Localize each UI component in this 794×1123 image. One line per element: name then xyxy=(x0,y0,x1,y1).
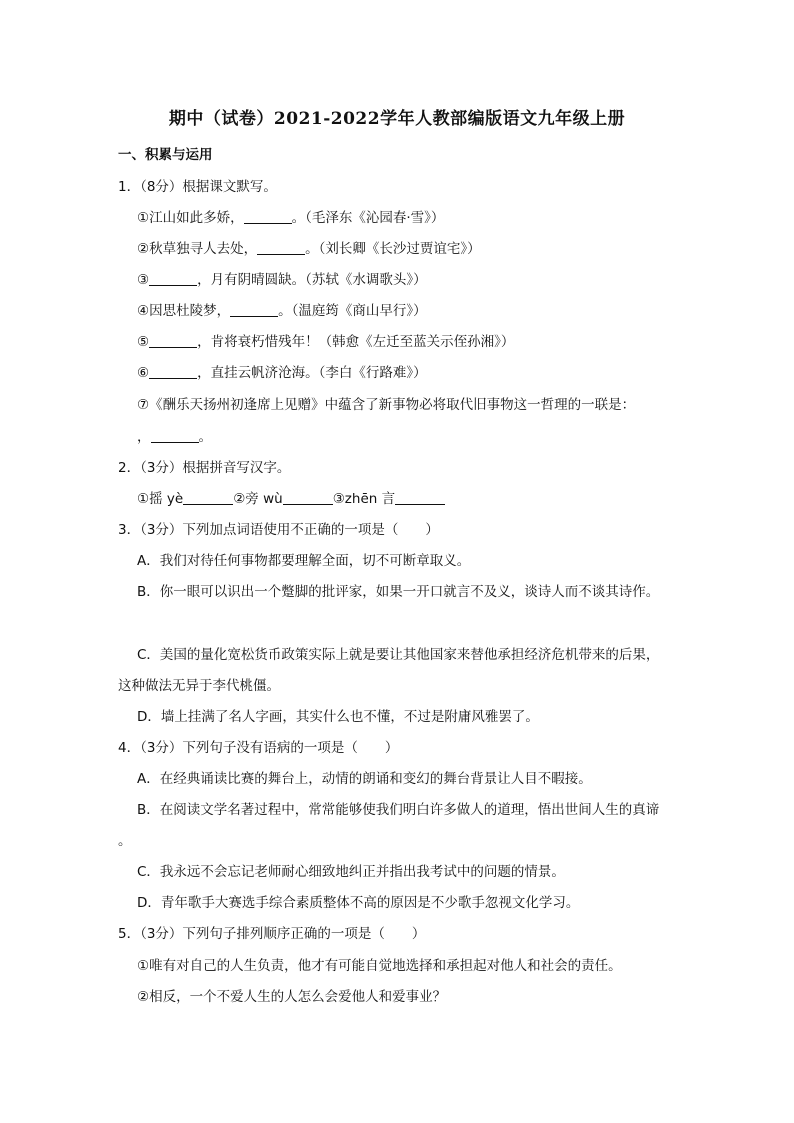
answer-blank[interactable] xyxy=(149,271,197,286)
q1-item-4-post: 。（温庭筠《商山早行》） xyxy=(278,303,427,319)
q1-item-6-post: ，直挂云帆济沧海。（李白《行路难》） xyxy=(197,365,427,381)
question-3-stem: 3．（3分）下列加点词语使用不正确的一项是（ ） xyxy=(118,522,439,538)
q3-option-c-continued: 这种做法无异于李代桃僵。 xyxy=(118,678,280,694)
answer-blank[interactable] xyxy=(257,240,305,255)
q3-option-a: A．我们对待任何事物都要理解全面，切不可断章取义。 xyxy=(137,553,471,569)
q4-option-b: B．在阅读文学名著过程中，常常能够使我们明白许多做人的道理，悟出世间人生的真谛 xyxy=(137,802,660,818)
answer-blank[interactable] xyxy=(183,490,233,505)
question-4-stem: 4．（3分）下列句子没有语病的一项是（ ） xyxy=(118,740,399,756)
section-heading: 一、积累与运用 xyxy=(118,147,213,163)
answer-blank[interactable] xyxy=(149,333,197,348)
q1-item-5-post: ，肯将衰朽惜残年！（韩愈《左迁至蓝关示侄孙湘》） xyxy=(197,334,515,350)
page-title: 期中（试卷）2021-2022学年人教部编版语文九年级上册 xyxy=(168,109,626,129)
q4-option-b-continued: 。 xyxy=(118,833,132,849)
q1-item-7: ⑦《酬乐天扬州初逢席上见赠》中蕴含了新事物必将取代旧事物这一哲理的一联是： xyxy=(137,397,636,413)
q5-sentence-2: ②相反，一个不爱人生的人怎么会爱他人和爱事业？ xyxy=(137,989,447,1005)
q4-option-a: A．在经典诵读比赛的舞台上，动情的朗诵和变幻的舞台背景让人目不暇接。 xyxy=(137,771,592,787)
q1-item-4-pre: ④因思杜陵梦， xyxy=(137,303,231,319)
q1-item-5-pre: ⑤ xyxy=(137,334,150,350)
q1-item-2-pre: ②秋草独寻人去处， xyxy=(137,241,258,257)
answer-blank[interactable] xyxy=(395,490,445,505)
q1-item-6-pre: ⑥ xyxy=(137,365,150,381)
q2-pinyin-2: ②旁 wù xyxy=(233,491,283,507)
q1-item-2-post: 。（刘长卿《长沙过贾谊宅》） xyxy=(305,241,481,257)
q1-item-7-cont-post: 。 xyxy=(198,429,212,445)
q2-pinyin-3: ③zhēn 言 xyxy=(332,491,396,507)
q3-option-d: D．墙上挂满了名人字画，其实什么也不懂，不过是附庸风雅罢了。 xyxy=(137,709,539,725)
q1-item-3-pre: ③ xyxy=(137,272,150,288)
question-2-stem: 2．（3分）根据拼音写汉字。 xyxy=(118,460,291,476)
q1-item-1-pre: ①江山如此多娇， xyxy=(137,210,244,226)
q3-option-b: B．你一眼可以识出一个蹩脚的批评家，如果一开口就言不及义，谈诗人而不谈其诗作。 xyxy=(137,584,660,600)
q1-item-7-continued xyxy=(137,427,212,447)
answer-blank[interactable] xyxy=(283,490,333,505)
q1-item-2 xyxy=(137,239,481,259)
q2-pinyin-row xyxy=(137,489,445,509)
q1-item-3 xyxy=(137,270,427,290)
q1-item-7-cont-pre: ， xyxy=(137,429,151,445)
answer-blank[interactable] xyxy=(244,209,292,224)
q2-pinyin-1: ①摇 yè xyxy=(137,491,184,507)
question-5-stem: 5．（3分）下列句子排列顺序正确的一项是（ ） xyxy=(118,926,426,942)
q1-item-3-post: ，月有阴晴圆缺。（苏轼《水调歌头》） xyxy=(197,272,427,288)
q1-item-4 xyxy=(137,301,427,321)
q1-item-6 xyxy=(137,363,427,383)
answer-blank[interactable] xyxy=(230,302,278,317)
answer-blank[interactable] xyxy=(149,364,197,379)
q1-item-1 xyxy=(137,208,444,228)
q1-item-5 xyxy=(137,332,514,352)
q4-option-d: D．青年歌手大赛选手综合素质整体不高的原因是不少歌手忽视文化学习。 xyxy=(137,895,580,911)
q3-option-c: C．美国的量化宽松货币政策实际上就是要让其他国家来替他承担经济危机带来的后果， xyxy=(137,647,660,663)
q5-sentence-1: ①唯有对自己的人生负责，他才有可能自觉地选择和承担起对他人和社会的责任。 xyxy=(137,958,622,974)
answer-blank[interactable] xyxy=(151,428,199,443)
q1-item-1-post: 。（毛泽东《沁园春·雪》） xyxy=(291,210,445,226)
question-1-stem: 1．（8分）根据课文默写。 xyxy=(118,179,277,195)
q4-option-c: C．我永远不会忘记老师耐心细致地纠正并指出我考试中的问题的情景。 xyxy=(137,864,565,880)
